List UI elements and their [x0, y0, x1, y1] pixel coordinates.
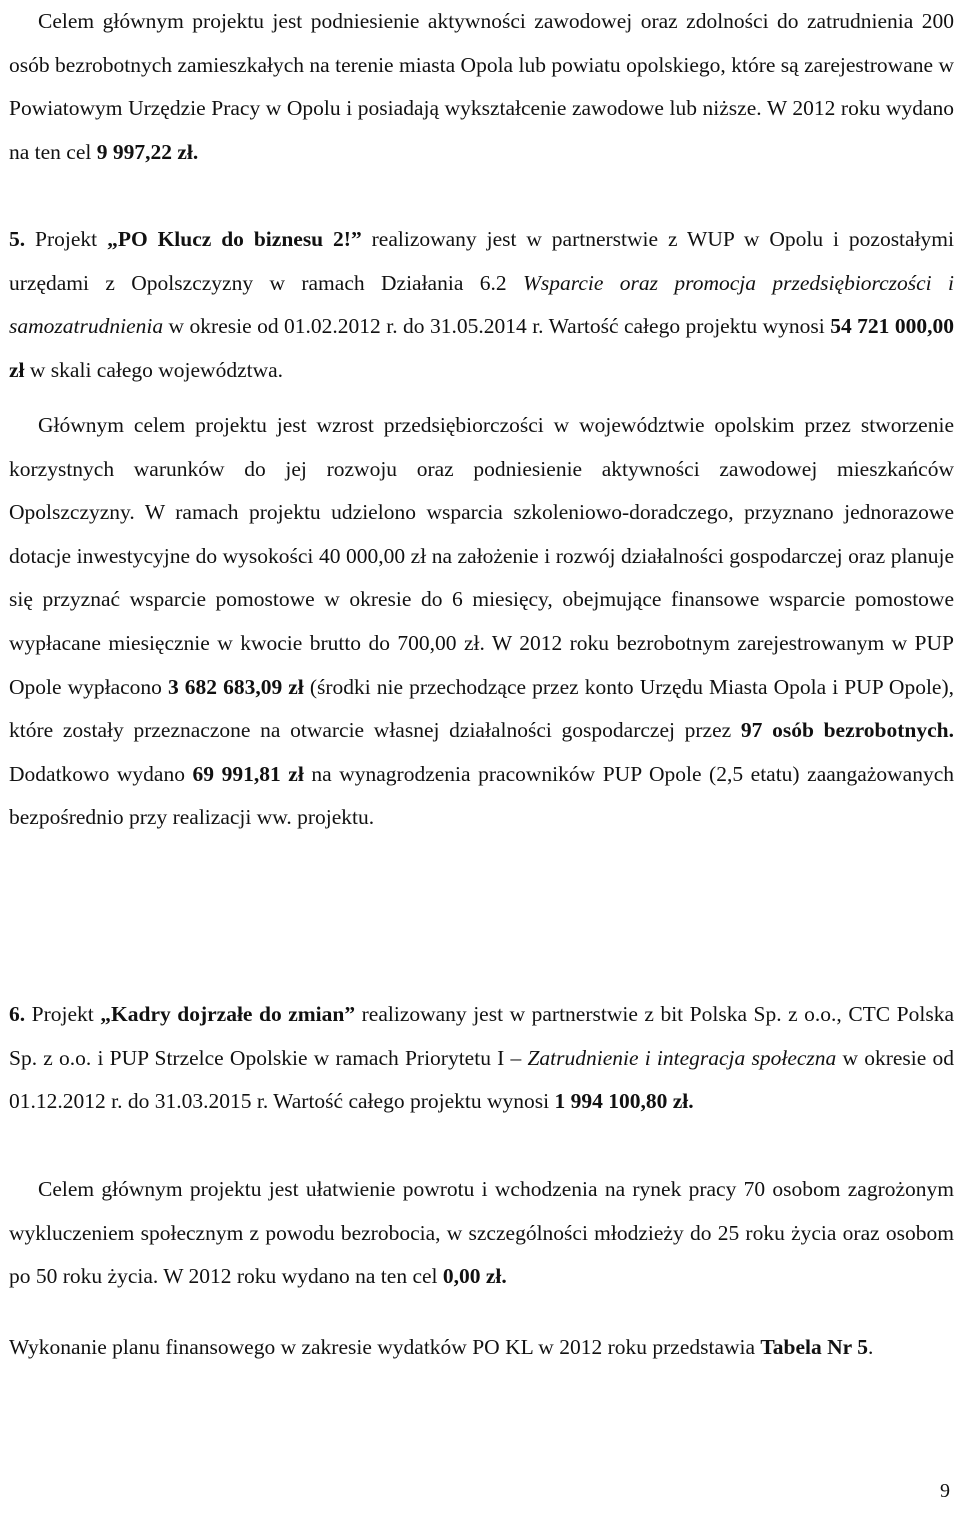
section-6-project — [9, 993, 954, 1124]
paragraph-text: (środki nie przechodzące przez konto Urzędu Miasta Opola i PUP Opole), które zostały przeznaczone na otwarcie własnej działalności gospodarczej przez — [9, 674, 954, 743]
project-word: Projekt — [25, 1002, 101, 1026]
project-word: Projekt — [25, 227, 108, 251]
section-number: 6. — [9, 1002, 26, 1026]
period: . — [867, 1335, 874, 1359]
project-title: „PO Klucz do biznesu 2!” — [107, 227, 362, 251]
section-5-project — [9, 218, 954, 392]
priority-name: Zatrudnienie i integracja społeczna — [527, 1045, 837, 1070]
amount-spent: 9 997,22 zł. — [96, 139, 199, 164]
table-reference: Tabela Nr 5 — [760, 1335, 868, 1359]
section-text: w skali całego województwa. — [24, 357, 284, 382]
section-number: 5. — [9, 227, 26, 251]
paragraph-project-goal — [9, 0, 954, 174]
paragraph-text: Wykonanie planu finansowego w zakresie wydatków PO KL w 2012 roku przedstawia — [9, 1335, 761, 1359]
section-text: realizowany jest w partnerstwie z bit Polska Sp. z o.o., CTC Polska Sp. z o.o. i PUP Strzelce Opolskie w ramach Priorytetu I – — [9, 1002, 954, 1070]
amount-paid: 3 682 683,09 zł — [167, 674, 304, 699]
beneficiaries-count: 97 osób bezrobotnych. — [740, 718, 954, 743]
paragraph-main-goal — [9, 404, 954, 840]
paragraph-text: Celem głównym projektu jest ułatwienie powrotu i wchodzenia na rynek pracy 70 osobom zagrożonym wykluczeniem społecznym z powodu bezrobocia, w szczególności młodzieży do 25 roku życia oraz osobom po 50 roku życia. W 2012 roku wydano na ten cel — [9, 1177, 954, 1289]
paragraph-text: Głównym celem projektu jest wzrost przedsiębiorczości w województwie opolskim przez stworzenie korzystnych warunków do jej rozwoju oraz podniesienie aktywności zawodowej mieszkańców Opolszczyzny. W ramach projektu udzielono wsparcia szkoleniowo-doradczego, przyznano jednorazowe dotacje inwestycyjne do wysokości 40 000,00 zł na założenie i rozwój działalności gospodarczej oraz planuje się przyznać wsparcie pomostowe w okresie do 6 miesięcy, obejmujące finansowe wsparcie pomostowe wypłacane miesięcznie w kwocie brutto do 700,00 zł. W 2012 roku bezrobotnym zarejestrowanym w PUP Opole wypłacono — [9, 413, 954, 699]
section-text: w okresie od 01.12.2012 r. do 31.03.2015 r. Wartość całego projektu wynosi — [9, 1045, 954, 1114]
action-name: Wsparcie oraz promocja przedsiębiorczości i samozatrudnienia — [9, 270, 955, 339]
amount-spent: 0,00 zł. — [442, 1264, 507, 1289]
project-value: 1 994 100,80 zł. — [554, 1089, 694, 1114]
section-text: realizowany jest w partnerstwie z WUP w Opolu i pozostałymi urzędami z Opolszczyzny w ramach Działania 6.2 — [9, 227, 954, 295]
salary-amount: 69 991,81 zł — [192, 761, 304, 786]
project-title: „Kadry dojrzałe do zmian” — [100, 1002, 356, 1026]
section-text: w okresie od 01.02.2012 r. do 31.05.2014 r. Wartość całego projektu wynosi — [163, 314, 831, 339]
paragraph-text: Dodatkowo wydano — [9, 761, 193, 786]
paragraph-text: Celem głównym projektu jest podniesienie aktywności zawodowej oraz zdolności do zatrudnienia 200 osób bezrobotnych zamieszkałych na terenie miasta Opola lub powiatu opolskiego, które są zarejestrowane w Powiatowym Urzędzie Pracy w Opolu i posiadają wykształcenie zawodowe lub niższe. W 2012 roku wydano na ten cel — [9, 9, 954, 164]
paragraph-financial-plan — [9, 1326, 954, 1370]
paragraph-project-6-goal — [9, 1168, 954, 1299]
project-value: 54 721 000,00 zł — [9, 314, 955, 382]
paragraph-text: na wynagrodzenia pracowników PUP Opole (2,5 etatu) zaangażowanych bezpośrednio przy realizacji ww. projektu. — [9, 761, 954, 830]
page-number: 9 — [940, 1480, 950, 1502]
